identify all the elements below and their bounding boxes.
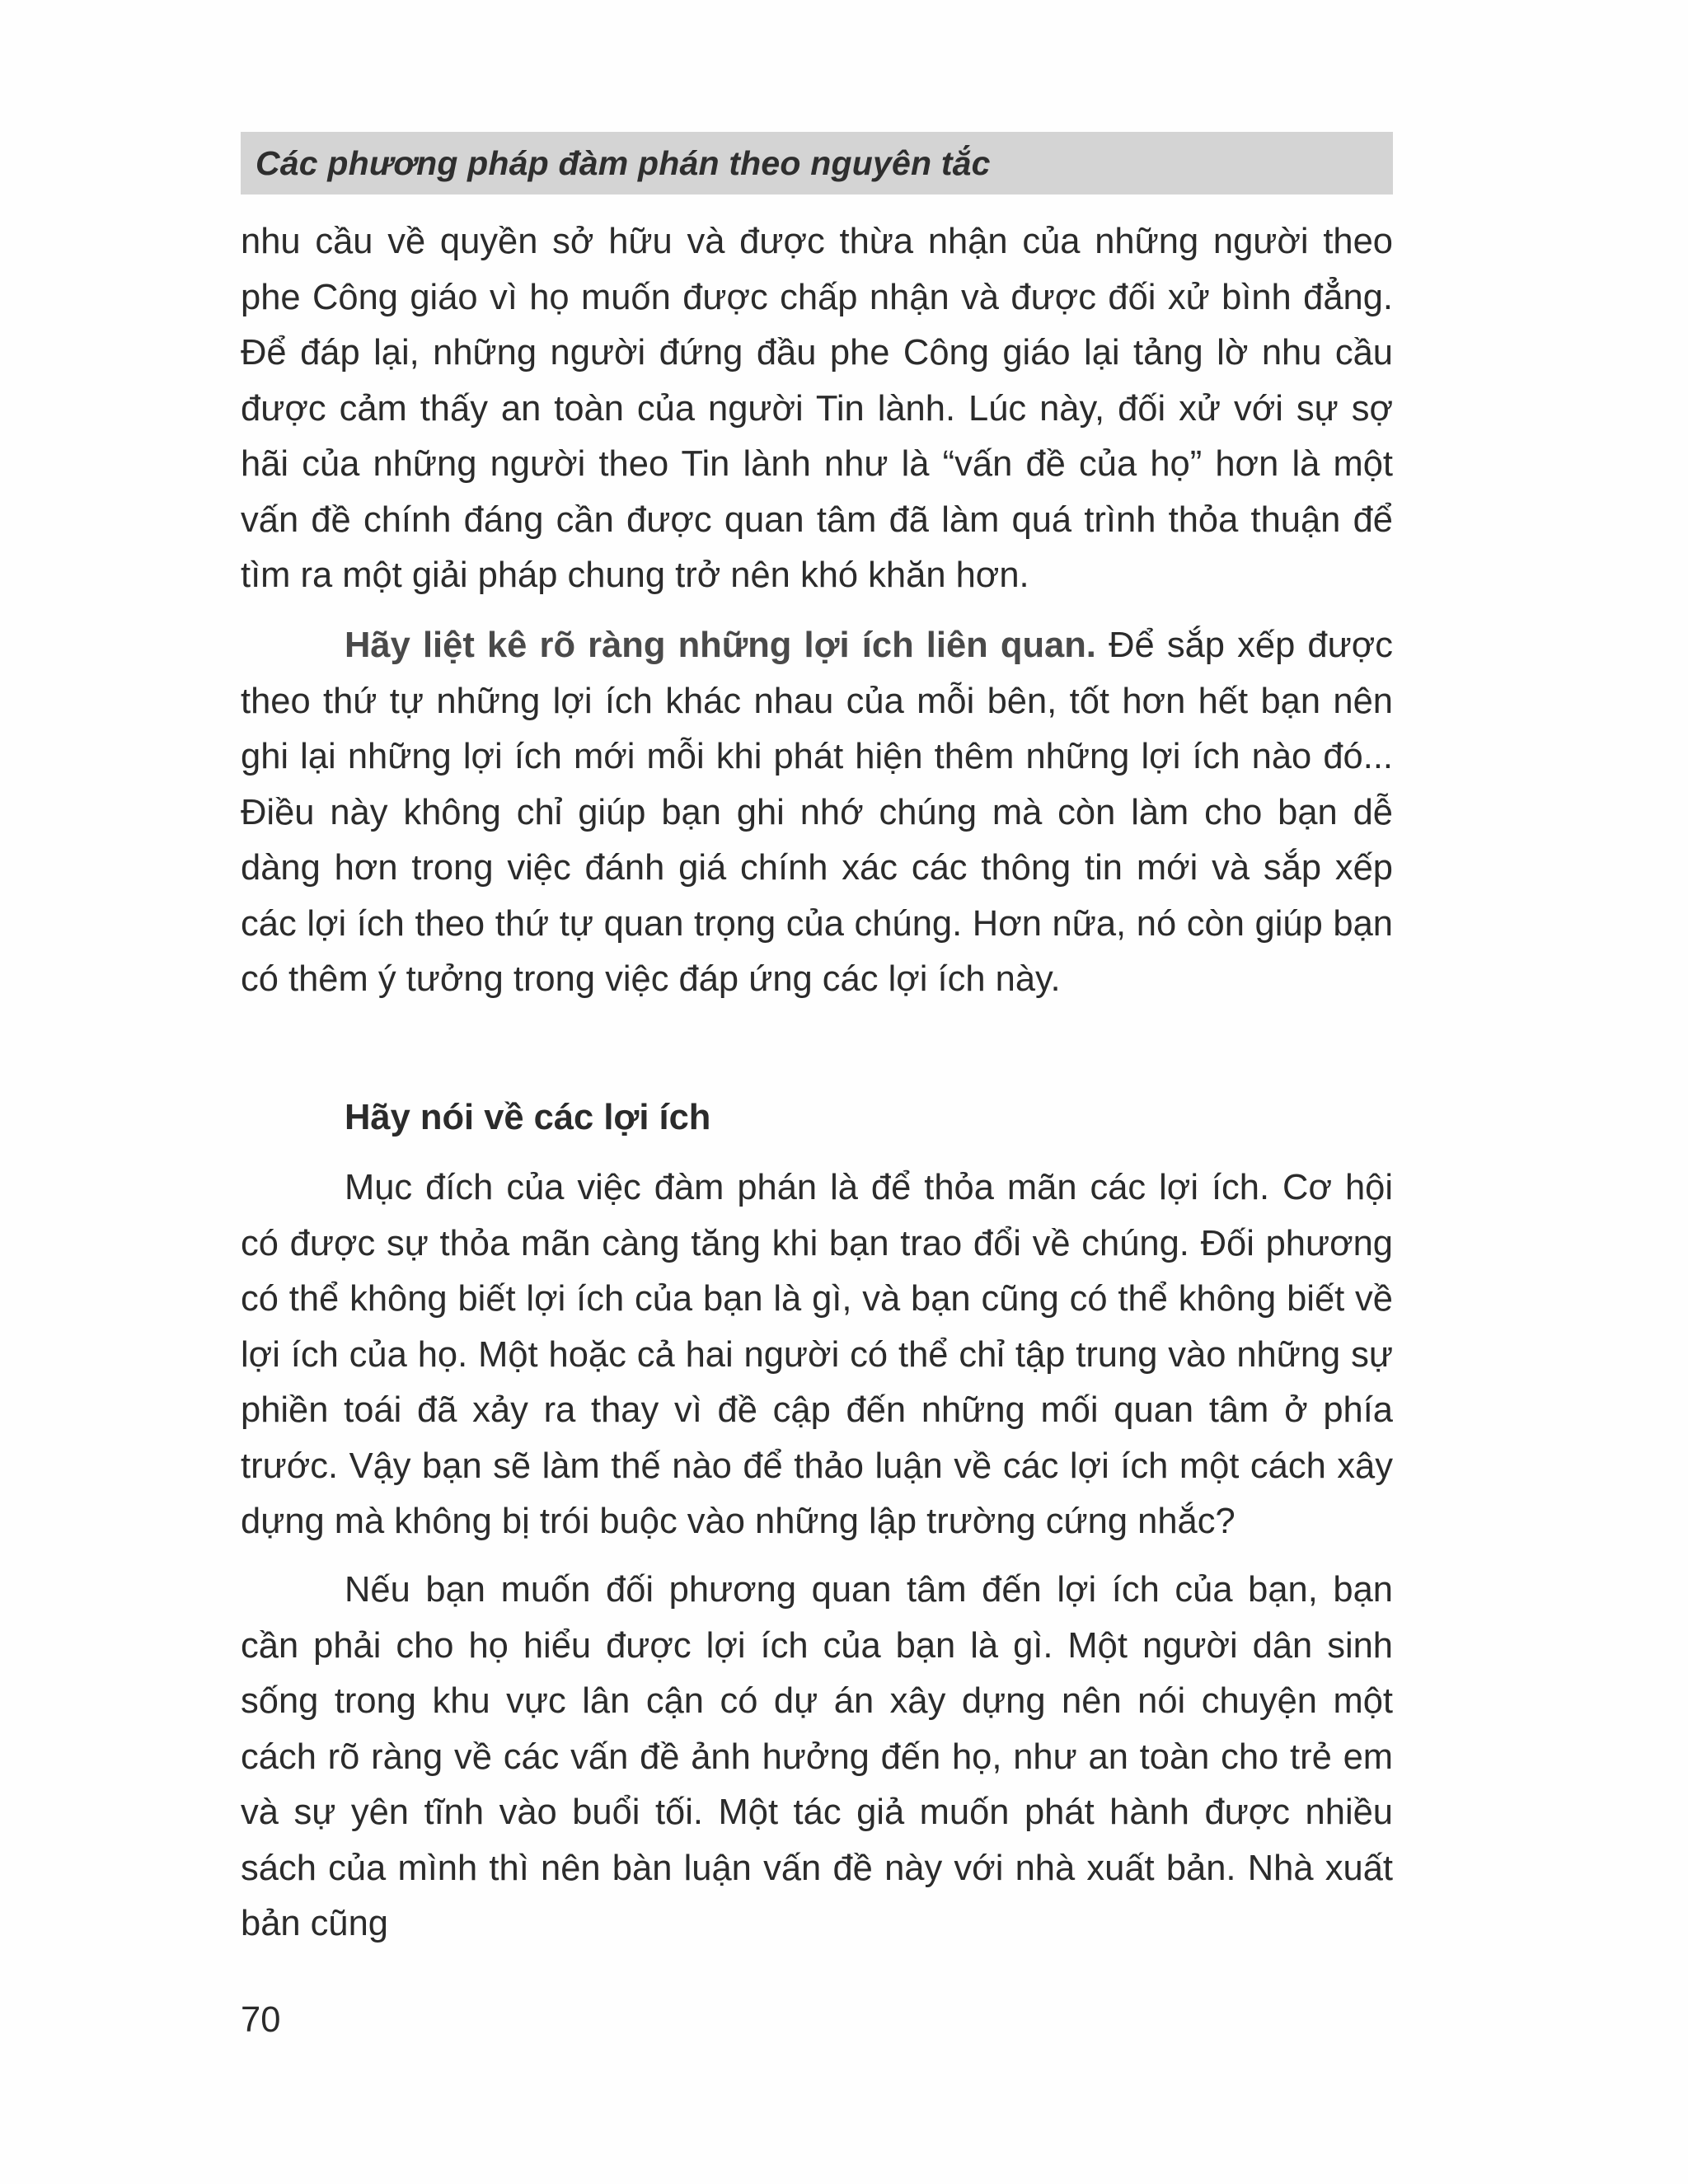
running-header-title: Các phương pháp đàm phán theo nguyên tắc bbox=[256, 143, 991, 182]
page-number: 70 bbox=[241, 2000, 281, 2040]
section-heading: Hãy nói về các lợi ích bbox=[345, 1098, 711, 1137]
running-header bbox=[241, 132, 1393, 194]
paragraph-lead-bold: Hãy liệt kê rõ ràng những lợi ích liên quan. bbox=[345, 626, 1096, 665]
paragraph-purpose: Mục đích của việc đàm phán là để thỏa mãn các lợi ích. Cơ hội có được sự thỏa mãn càng tăng khi bạn trao đổi về chúng. Đối phương có thể không biết lợi ích của bạn là gì, và bạn cũng có thể không biết về lợi ích của họ. Một hoặc cả hai người có thể chỉ tập trung vào những sự phiền toái đã xảy ra thay vì đề cập đến những mối quan tâm ở phía trước. Vậy bạn sẽ làm thế nào để thảo luận về các lợi ích một cách xây dựng mà không bị trói buộc vào những lập trường cứng nhắc? bbox=[241, 1168, 1393, 1541]
paragraph-list-interests bbox=[241, 618, 1393, 1008]
paragraph-explain-interests: Nếu bạn muốn đối phương quan tâm đến lợi ích của bạn, bạn cần phải cho họ hiểu được lợi ích của bạn là gì. Một người dân sinh sống trong khu vực lân cận có dự án xây dựng nên nói chuyện một cách rõ ràng về các vấn đề ảnh hưởng đến họ, như an toàn cho trẻ em và sự yên tĩnh vào buổi tối. Một tác giả muốn phát hành được nhiều sách của mình thì nên bàn luận vấn đề này với nhà xuất bản. Nhà xuất bản cũng bbox=[241, 1570, 1393, 1943]
paragraph-body: Để sắp xếp được theo thứ tự những lợi ích khác nhau của mỗi bên, tốt hơn hết bạn nên ghi lại những lợi ích mới mỗi khi phát hiện thêm những lợi ích nào đó... Điều này không chỉ giúp bạn ghi nhớ chúng mà còn làm cho bạn dễ dàng hơn trong việc đánh giá chính xác các thông tin mới và sắp xếp các lợi ích theo thứ tự quan trọng của chúng. Hơn nữa, nó còn giúp bạn có thêm ý tưởng trong việc đáp ứng các lợi ích này. bbox=[241, 626, 1394, 999]
paragraph-continued: nhu cầu về quyền sở hữu và được thừa nhận của những người theo phe Công giáo vì họ muốn được chấp nhận và được đối xử bình đẳng. Để đáp lại, những người đứng đầu phe Công giáo lại tảng lờ nhu cầu được cảm thấy an toàn của người Tin lành. Lúc này, đối xử với sự sợ hãi của những người theo Tin lành như là “vấn đề của họ” hơn là một vấn đề chính đáng cần được quan tâm đã làm quá trình thỏa thuận để tìm ra một giải pháp chung trở nên khó khăn hơn. bbox=[241, 222, 1393, 595]
